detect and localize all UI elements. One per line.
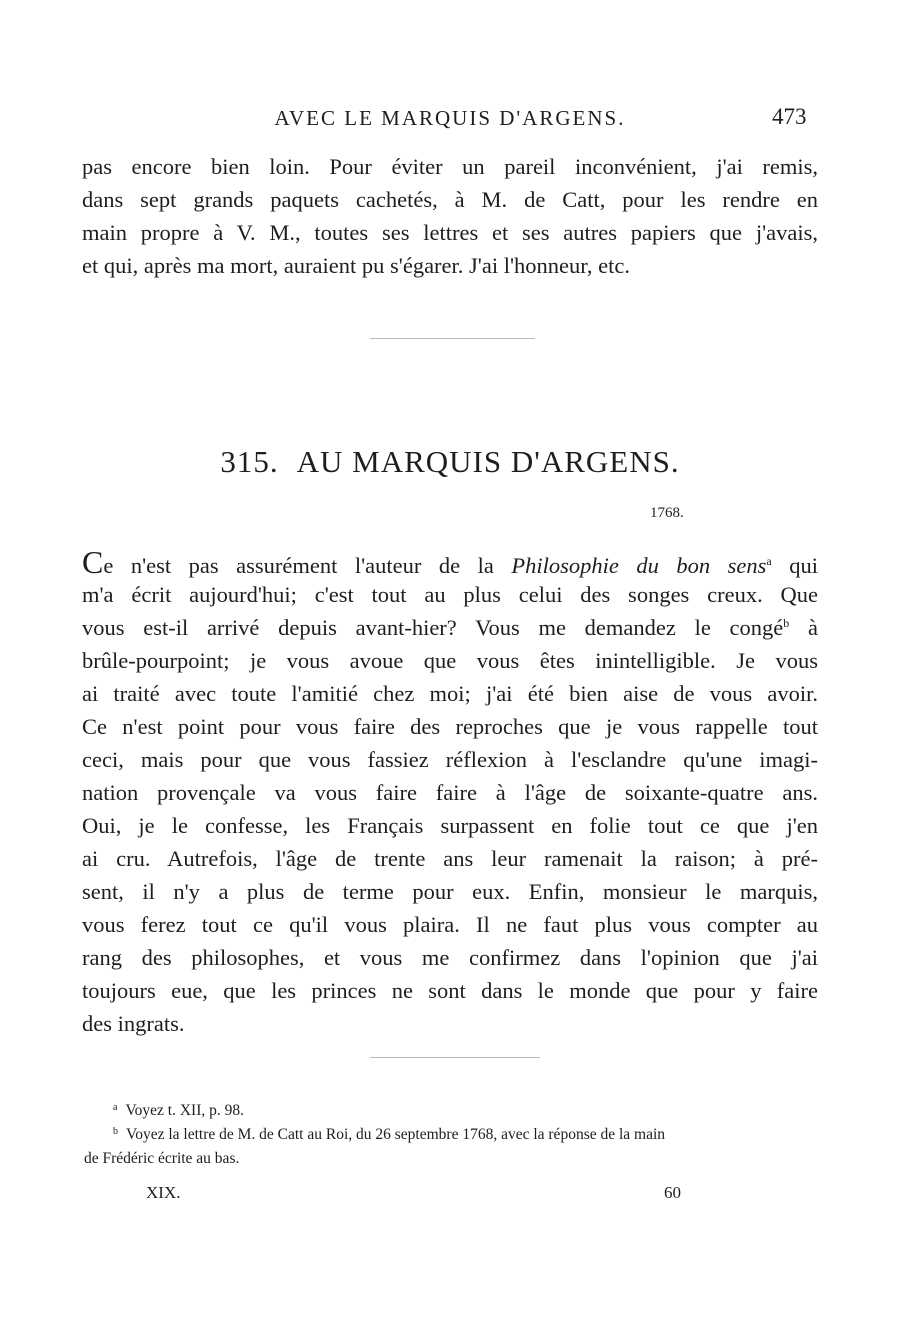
text-line: pas encore bien loin. Pour éviter un pareil inconvénient, j'ai remis, bbox=[82, 154, 818, 179]
signature-mark: 60 bbox=[664, 1183, 681, 1202]
text-line: dans sept grands paquets cachetés, à M. de Catt, pour les rendre en bbox=[82, 187, 818, 212]
footnote-mark: b bbox=[113, 1126, 118, 1137]
text-line: rang des philosophes, et vous me confirmez dans l'opinion que j'ai bbox=[82, 945, 818, 970]
text-line: ai cru. Autrefois, l'âge de trente ans leur ramenait la raison; à pré- bbox=[82, 846, 818, 871]
footnote-b bbox=[113, 1126, 665, 1144]
footnote-mark: a bbox=[113, 1102, 118, 1113]
text-segment: vous est-il arrivé depuis avant-hier? Vous me demandez le congé bbox=[82, 615, 784, 640]
text-line: m'a écrit aujourd'hui; c'est tout au plus celui des songes creux. Que bbox=[82, 582, 818, 607]
footnote-text: Voyez t. XII, p. 98. bbox=[125, 1102, 244, 1119]
footnote-ref-a[interactable]: a bbox=[766, 554, 772, 568]
text-line: Ce n'est point pour vous faire des reproches que je vous rappelle tout bbox=[82, 714, 818, 739]
page-number: 473 bbox=[772, 104, 807, 129]
text-line: Oui, je le confesse, les Français surpassent en folie tout ce que j'en bbox=[82, 813, 818, 838]
text-line bbox=[82, 544, 818, 580]
text-line: toujours eue, que les princes ne sont dans le monde que pour y faire bbox=[82, 978, 818, 1003]
text-line: main propre à V. M., toutes ses lettres et ses autres papiers que j'avais, bbox=[82, 220, 818, 245]
section-divider bbox=[370, 338, 535, 339]
running-title: AVEC LE MARQUIS D'ARGENS. bbox=[274, 106, 626, 130]
letter-heading: AU MARQUIS D'ARGENS. bbox=[296, 444, 680, 479]
footnote-a bbox=[113, 1102, 244, 1120]
text-line: sent, il n'y a plus de terme pour eux. Enfin, monsieur le marquis, bbox=[82, 879, 818, 904]
text-line bbox=[82, 615, 818, 641]
letter-date: 1768. bbox=[650, 505, 684, 521]
text-line: ceci, mais pour que vous fassiez réflexion à l'esclandre qu'une imagi- bbox=[82, 747, 818, 772]
text-segment: e n'est pas assurément l'auteur de la bbox=[103, 553, 512, 578]
text-line: et qui, après ma mort, auraient pu s'égarer. J'ai l'honneur, etc. bbox=[82, 253, 630, 278]
text-line: vous ferez tout ce qu'il vous plaira. Il ne faut plus vous compter au bbox=[82, 912, 818, 937]
footnote-ref-b[interactable]: b bbox=[783, 616, 790, 630]
footnote-text: Voyez la lettre de M. de Catt au Roi, du 26 septembre 1768, avec la réponse de la main bbox=[126, 1126, 666, 1143]
book-title: Philosophie du bon sens bbox=[511, 553, 767, 578]
text-segment: à bbox=[789, 615, 818, 640]
footnote-b-continuation: de Frédéric écrite au bas. bbox=[84, 1150, 240, 1167]
text-line: ai traité avec toute l'amitié chez moi; j'ai été bien aise de vous avoir. bbox=[82, 681, 818, 706]
text-line: brûle-pourpoint; je vous avoue que vous êtes inintelligible. Je vous bbox=[82, 648, 818, 673]
volume-number: XIX. bbox=[146, 1183, 181, 1202]
drop-cap: C bbox=[82, 544, 104, 580]
end-divider bbox=[370, 1057, 540, 1058]
text-segment: qui bbox=[771, 553, 818, 578]
letter-title bbox=[0, 444, 900, 480]
letter-number: 315. bbox=[220, 444, 279, 479]
text-line: nation provençale va vous faire faire à l'âge de soixante-quatre ans. bbox=[82, 780, 818, 805]
text-line: des ingrats. bbox=[82, 1011, 185, 1036]
